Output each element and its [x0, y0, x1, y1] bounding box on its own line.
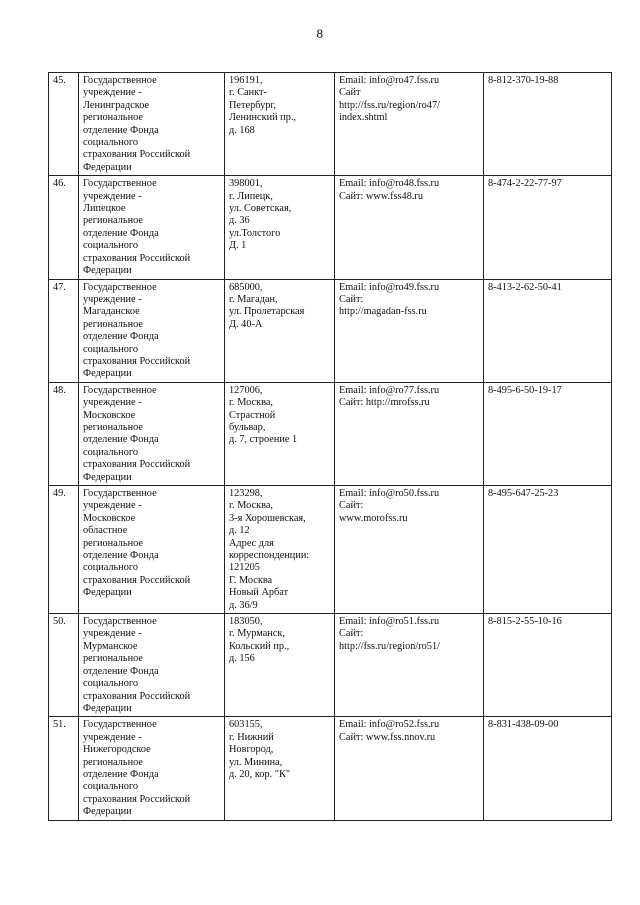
organization-name: Государственное учреждение - Московское региональное отделение Фонда социального страхования Российской Федерации	[79, 382, 225, 485]
table-row	[49, 73, 612, 176]
postal-address: 398001, г. Липецк, ул. Советская, д. 36 ул.Толстого Д. 1	[225, 176, 335, 279]
postal-address: 685000, г. Магадан, ул. Пролетарская Д. 40-А	[225, 279, 335, 382]
phone-number: 8-495-6-50-19-17	[484, 382, 612, 485]
organization-name: Государственное учреждение - Магаданское региональное отделение Фонда социального страхования Российской Федерации	[79, 279, 225, 382]
email-and-website: Email: info@ro48.fss.ru Сайт: www.fss48.ru	[335, 176, 484, 279]
phone-number: 8-474-2-22-77-97	[484, 176, 612, 279]
phone-number: 8-413-2-62-50-41	[484, 279, 612, 382]
organization-name: Государственное учреждение - Липецкое региональное отделение Фонда социального страхования Российской Федерации	[79, 176, 225, 279]
phone-number: 8-815-2-55-10-16	[484, 614, 612, 717]
row-number: 47.	[49, 279, 79, 382]
table-row	[49, 176, 612, 279]
organization-name: Государственное учреждение - Ленинградское региональное отделение Фонда социального страхования Российской Федерации	[79, 73, 225, 176]
organization-name: Государственное учреждение - Мурманское региональное отделение Фонда социального страхования Российской Федерации	[79, 614, 225, 717]
postal-address: 183050, г. Мурманск, Кольский пр., д. 156	[225, 614, 335, 717]
phone-number: 8-812-370-19-88	[484, 73, 612, 176]
table-row	[49, 382, 612, 485]
table-row	[49, 486, 612, 614]
organization-name: Государственное учреждение - Нижегородское региональное отделение Фонда социального страхования Российской Федерации	[79, 717, 225, 820]
email-and-website: Email: info@ro77.fss.ru Сайт: http://mrofss.ru	[335, 382, 484, 485]
organization-name: Государственное учреждение - Московское областное региональное отделение Фонда социального страхования Российской Федерации	[79, 486, 225, 614]
table-row	[49, 717, 612, 820]
phone-number: 8-495-647-25-23	[484, 486, 612, 614]
phone-number: 8-831-438-09-00	[484, 717, 612, 820]
postal-address: 603155, г. Нижний Новгород, ул. Минина, д. 20, кор. "К"	[225, 717, 335, 820]
row-number: 50.	[49, 614, 79, 717]
email-and-website: Email: info@ro51.fss.ru Сайт: http://fss.ru/region/ro51/	[335, 614, 484, 717]
table-row	[49, 614, 612, 717]
email-and-website: Email: info@ro47.fss.ru Сайт http://fss.ru/region/ro47/ index.shtml	[335, 73, 484, 176]
row-number: 51.	[49, 717, 79, 820]
row-number: 49.	[49, 486, 79, 614]
email-and-website: Email: info@ro52.fss.ru Сайт: www.fss.nnov.ru	[335, 717, 484, 820]
page-number: 8	[316, 26, 324, 41]
postal-address: 123298, г. Москва, 3-я Хорошевская, д. 12 Адрес для корреспонденции: 121205 Г. Москва Новый Арбат д. 36/9	[225, 486, 335, 614]
fss-offices-table	[48, 72, 612, 821]
row-number: 46.	[49, 176, 79, 279]
postal-address: 127006, г. Москва, Страстной бульвар, д. 7, строение 1	[225, 382, 335, 485]
email-and-website: Email: info@ro49.fss.ru Сайт: http://magadan-fss.ru	[335, 279, 484, 382]
row-number: 48.	[49, 382, 79, 485]
email-and-website: Email: info@ro50.fss.ru Сайт: www.morofss.ru	[335, 486, 484, 614]
postal-address: 196191, г. Санкт- Петербург, Ленинский пр., д. 168	[225, 73, 335, 176]
table-row	[49, 279, 612, 382]
row-number: 45.	[49, 73, 79, 176]
